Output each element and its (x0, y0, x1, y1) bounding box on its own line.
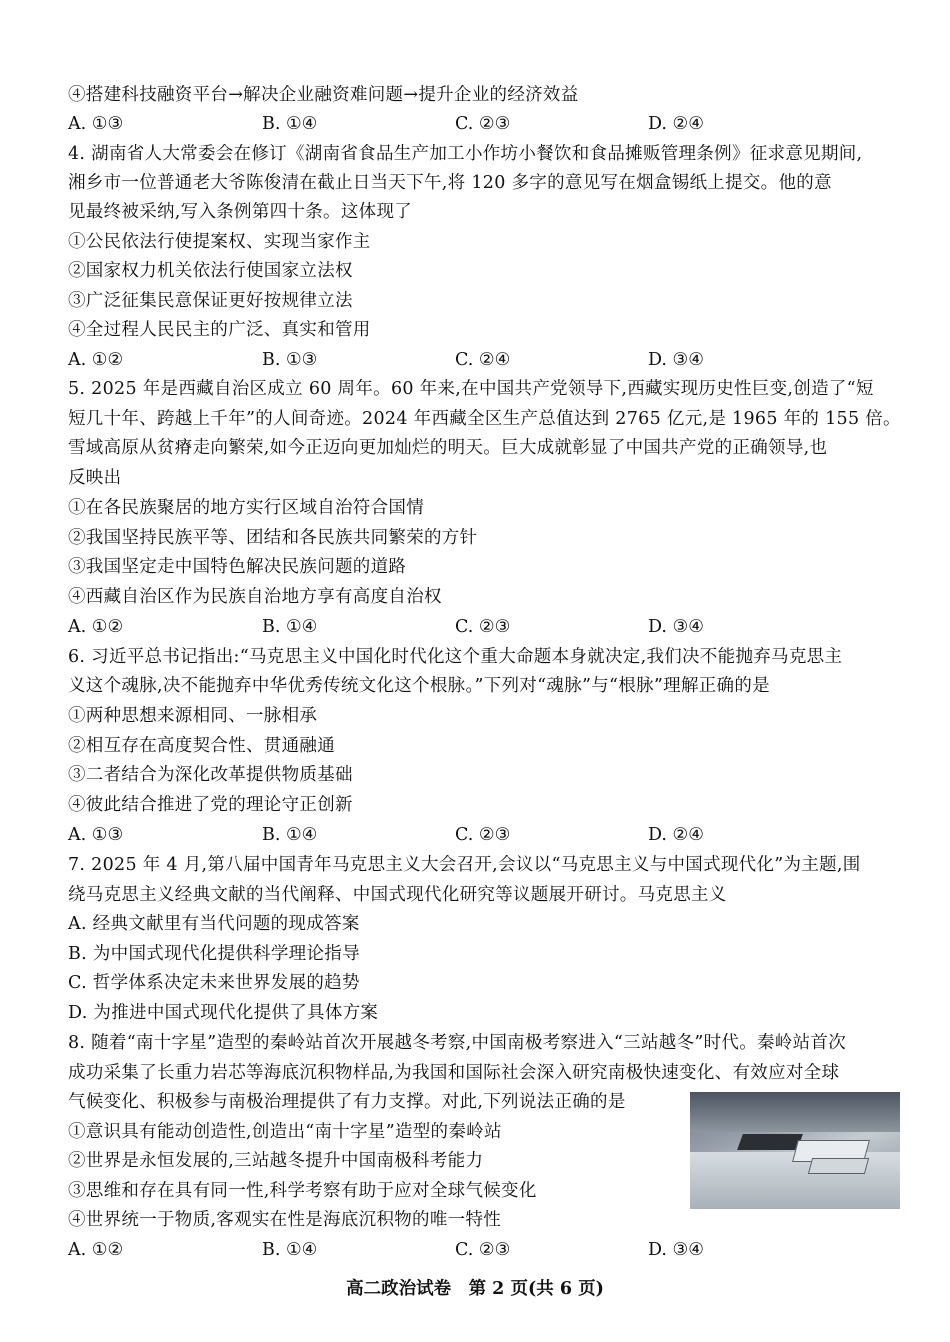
text-line: ②国家权力机关依法行使国家立法权 (68, 261, 353, 281)
text-line: ①两种思想来源相同、一脉相承 (68, 706, 318, 726)
text-line: ①意识具有能动创造性,创造出“南十字星”造型的秦岭站 (68, 1122, 502, 1142)
text-line: 见最终被采纳,写入条例第四十条。这体现了 (68, 202, 413, 222)
text-line: ④彼此结合推进了党的理论守正创新 (68, 795, 353, 815)
text-line: 成功采集了长重力岩芯等海底沉积物样品,为我国和国际社会深入研究南极快速变化、有效应对全球 (68, 1063, 840, 1083)
answer-choice: C. ②③ (455, 825, 511, 845)
text-line: C. 哲学体系决定未来世界发展的趋势 (68, 973, 360, 993)
answer-choices (68, 1239, 908, 1261)
answer-choice: C. ②③ (455, 114, 511, 134)
answer-choice: D. ②④ (648, 114, 704, 134)
qinling-station-photo (690, 1092, 900, 1209)
text-line: ④全过程人民民主的广泛、真实和管用 (68, 320, 371, 340)
answer-choices (68, 616, 908, 638)
answer-choice: B. ①④ (262, 114, 318, 134)
text-line: 湘乡市一位普通老大爷陈俊清在截止日当天下午,将 120 多字的意见写在烟盒锡纸上提交。他的意 (68, 173, 832, 193)
answer-choice: B. ①④ (262, 825, 318, 845)
text-line: 4. 湖南省人大常委会在修订《湖南省食品生产加工小作坊小餐饮和食品摊贩管理条例》征求意见期间, (68, 144, 863, 164)
text-line: ③思维和存在具有同一性,科学考察有助于应对全球气候变化 (68, 1181, 537, 1201)
text-line: 反映出 (68, 468, 122, 488)
text-line: ③我国坚定走中国特色解决民族问题的道路 (68, 557, 407, 577)
answer-choices (68, 113, 908, 135)
photo-sea (690, 1092, 900, 1132)
text-line: ④西藏自治区作为民族自治地方享有高度自治权 (68, 587, 442, 607)
text-line: ①公民依法行使提案权、实现当家作主 (68, 232, 371, 252)
answer-choice: A. ①② (68, 350, 124, 370)
page-footer: 高二政治试卷 第 2 页(共 6 页) (346, 1279, 604, 1299)
answer-choice: A. ①③ (68, 825, 124, 845)
answer-choice: A. ①② (68, 1240, 124, 1260)
text-line: ④搭建科技融资平台→解决企业融资难问题→提升企业的经济效益 (68, 85, 579, 105)
text-line: 短几十年、跨越上千年”的人间奇迹。2024 年西藏全区生产总值达到 2765 亿元,是 1965 年的 155 倍。 (68, 409, 901, 429)
answer-choice: D. ③④ (648, 1240, 704, 1260)
answer-choice: B. ①④ (262, 1240, 318, 1260)
answer-choice: C. ②③ (455, 617, 511, 637)
text-line: ③二者结合为深化改革提供物质基础 (68, 765, 353, 785)
text-line: ②世界是永恒发展的,三站越冬提升中国南极科考能力 (68, 1151, 484, 1171)
answer-choices (68, 349, 908, 371)
answer-choices (68, 824, 908, 846)
answer-choice: D. ②④ (648, 825, 704, 845)
text-line: ③广泛征集民意保证更好按规律立法 (68, 291, 353, 311)
text-line: 8. 随着“南十字星”造型的秦岭站首次开展越冬考察,中国南极考察进入“三站越冬”时代。秦岭站首次 (68, 1033, 847, 1053)
photo-building-dark (737, 1134, 803, 1150)
text-line: ①在各民族聚居的地方实行区域自治符合国情 (68, 498, 424, 518)
text-line: D. 为推进中国式现代化提供了具体方案 (68, 1003, 379, 1023)
answer-choice: D. ③④ (648, 617, 704, 637)
text-line: 雪域高原从贫瘠走向繁荣,如今正迈向更加灿烂的明天。巨大成就彰显了中国共产党的正确领导,也 (68, 438, 828, 458)
answer-choice: C. ②③ (455, 1240, 511, 1260)
text-line: 绕马克思主义经典文献的当代阐释、中国式现代化研究等议题展开研讨。马克思主义 (68, 885, 727, 905)
answer-choice: D. ③④ (648, 350, 704, 370)
text-line: ②相互存在高度契合性、贯通融通 (68, 736, 335, 756)
text-line: ②我国坚持民族平等、团结和各民族共同繁荣的方针 (68, 528, 478, 548)
text-line: 义这个魂脉,决不能抛弃中华优秀传统文化这个根脉。”下列对“魂脉”与“根脉”理解正确的是 (68, 676, 770, 696)
answer-choice: A. ①② (68, 617, 124, 637)
photo-building-wing (808, 1158, 869, 1174)
text-line: 7. 2025 年 4 月,第八届中国青年马克思主义大会召开,会议以“马克思主义与中国式现代化”为主题,围 (68, 855, 861, 875)
text-line: 气候变化、积极参与南极治理提供了有力支撑。对此,下列说法正确的是 (68, 1092, 626, 1112)
text-line: A. 经典文献里有当代问题的现成答案 (68, 914, 360, 934)
answer-choice: A. ①③ (68, 114, 124, 134)
answer-choice: C. ②④ (455, 350, 511, 370)
text-line: 5. 2025 年是西藏自治区成立 60 周年。60 年来,在中国共产党领导下,西藏实现历史性巨变,创造了“短 (68, 379, 874, 399)
answer-choice: B. ①③ (262, 350, 318, 370)
text-line: ④世界统一于物质,客观实在性是海底沉积物的唯一特性 (68, 1210, 502, 1230)
text-line: B. 为中国式现代化提供科学理论指导 (68, 944, 360, 964)
text-line: 6. 习近平总书记指出:“马克思主义中国化时代化这个重大命题本身就决定,我们决不能抛弃马克思主 (68, 647, 843, 667)
answer-choice: B. ①④ (262, 617, 318, 637)
